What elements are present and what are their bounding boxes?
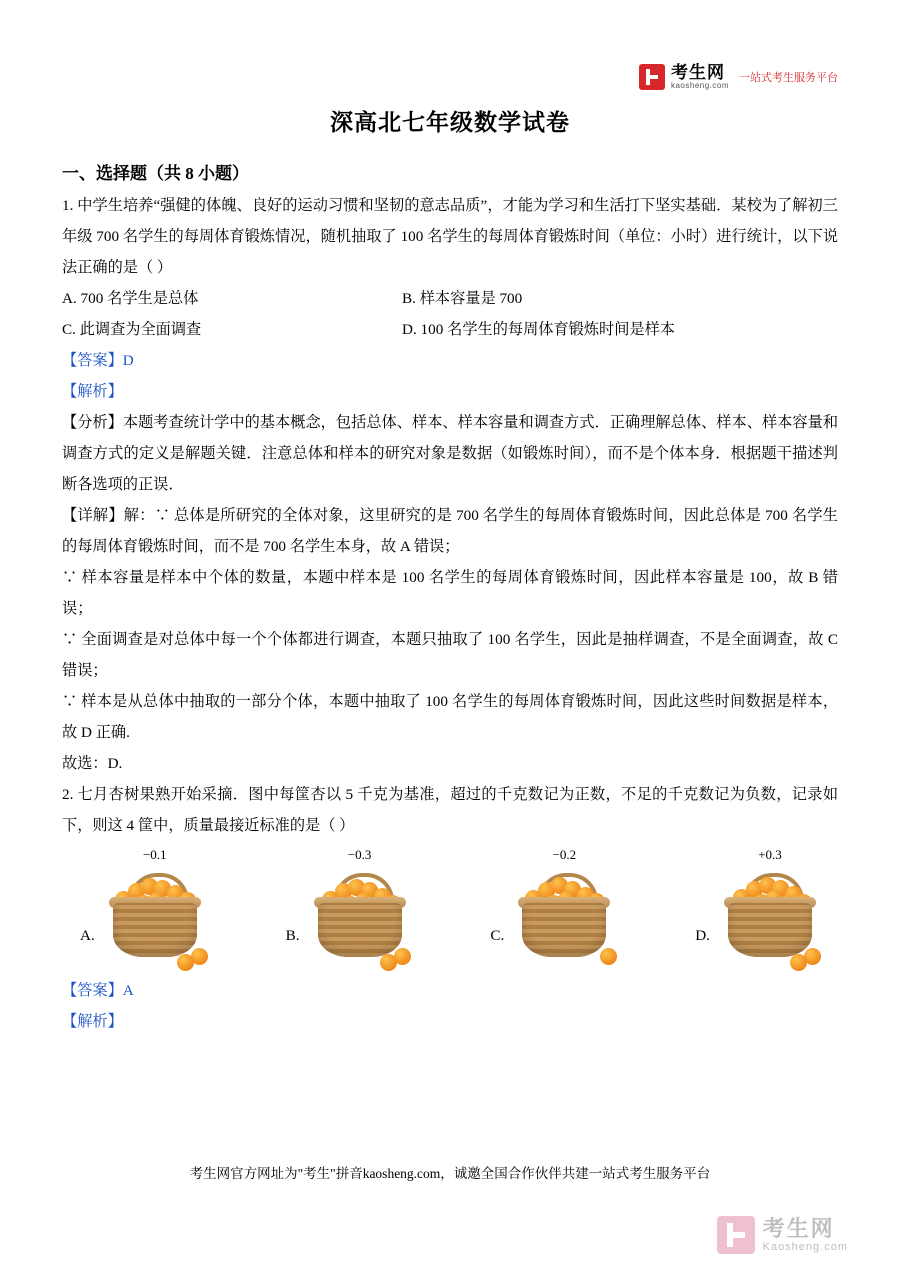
logo-slogan: 一站式考生服务平台 [739, 72, 838, 85]
basket-body [728, 903, 812, 957]
ground-orange [790, 954, 807, 971]
question-1-option-a: A. 700 名学生是总体 [62, 290, 199, 307]
ground-orange [600, 948, 617, 965]
logo-title: 考生网 [670, 63, 725, 82]
question-1-option-d: D. 100 名学生的每周体育锻炼时间是样本 [402, 321, 675, 338]
basket-a [99, 847, 211, 971]
question-1-xiangjie-3: ∵ 全面调查是对总体中每一个个体都进行调查，本题只抽取了 100 名学生，因此是抽样调查，不是全面调查，故 C 错误； [62, 631, 838, 679]
watermark-title: 考生网 [762, 1215, 835, 1241]
question-1-xiangjie-4: ∵ 样本是从总体中抽取的一部分个体，本题中抽取了 100 名学生的每周体育锻炼时间，因此这些时间数据是样本，故 D 正确. [62, 693, 838, 741]
question-2-choice-b [286, 847, 416, 971]
ground-orange [380, 954, 397, 971]
question-1-analysis-label: 【解析】 [62, 383, 123, 400]
question-2-choice-a [80, 847, 211, 971]
question-1-options-row-2 [62, 314, 838, 345]
watermark-domain: Kaosheng.com [762, 1241, 848, 1254]
site-logo [639, 64, 838, 90]
basket-c [508, 847, 620, 971]
question-2-figure [62, 847, 838, 971]
basket-body [522, 903, 606, 957]
question-2-choice-c [490, 847, 620, 971]
watermark-mark-icon [717, 1216, 755, 1254]
ground-orange [177, 954, 194, 971]
question-2-choice-d [695, 847, 826, 971]
basket-icon [99, 867, 211, 971]
question-1-stem: 1. 中学生培养“强健的体魄、良好的运动习惯和坚韧的意志品质”，才能为学习和生活打下坚实基础．某校为了解初三年级 700 名学生的每周体育锻炼情况，随机抽取了 100 名学生的每周体育锻炼时间（单位：小时）进行统计，以下说法正确的是（ ） [62, 197, 838, 276]
question-2-option-c-value: −0.2 [552, 847, 577, 862]
question-2-analysis-label: 【解析】 [62, 1013, 123, 1030]
basket-icon [508, 867, 620, 971]
question-2-option-d-label: D. [695, 927, 710, 944]
question-1-option-c: C. 此调查为全面调查 [62, 321, 202, 338]
question-2-option-a-label: A. [80, 927, 95, 944]
question-1-options-row-1 [62, 283, 838, 314]
section-heading: 一、选择题（共 8 小题） [62, 164, 249, 183]
page-title: 深高北七年级数学试卷 [330, 110, 570, 135]
question-1-conclusion: 故选：D. [62, 755, 123, 772]
question-1-xiangjie-1: 【详解】解：∵ 总体是所研究的全体对象，这里研究的是 700 名学生的每周体育锻炼时间，因此总体是 700 名学生的每周体育锻炼时间，而不是 700 名学生本身，故 A 错误； [62, 507, 838, 555]
question-2-answer: 【答案】A [62, 982, 134, 999]
question-2-option-d-value: +0.3 [758, 847, 782, 862]
watermark [717, 1216, 848, 1254]
question-2-option-c-label: C. [490, 927, 505, 944]
basket-b [304, 847, 416, 971]
footer-note: 考生网官方网址为"考生"拼音kaosheng.com，诚邀全国合作伙伴共建一站式考生服务平台 [189, 1166, 711, 1181]
question-2-option-a-value: −0.1 [142, 847, 167, 862]
logo-domain: kaosheng.com [670, 80, 729, 90]
logo-mark-icon [639, 64, 665, 90]
watermark-text [763, 1217, 848, 1253]
basket-icon [304, 867, 416, 971]
basket-icon [714, 867, 826, 971]
question-1-xiangjie-2: ∵ 样本容量是样本中个体的数量，本题中样本是 100 名学生的每周体育锻炼时间，因此样本容量是 100，故 B 错误； [62, 569, 838, 617]
basket-d [714, 847, 826, 971]
question-2-stem: 2. 七月杏树果熟开始采摘．图中每筐杏以 5 千克为基准，超过的千克数记为正数，不足的千克数记为负数，记录如下，则这 4 筐中，质量最接近标准的是（ ） [62, 786, 838, 834]
question-1-answer: 【答案】D [62, 352, 134, 369]
question-2-option-b-value: −0.3 [347, 847, 372, 862]
logo-text [671, 64, 729, 90]
basket-body [318, 903, 402, 957]
question-1-option-b: B. 样本容量是 700 [402, 290, 523, 307]
question-1-fenxi: 【分析】本题考查统计学中的基本概念，包括总体、样本、样本容量和调查方式．正确理解总体、样本、样本容量和调查方式的定义是解题关键．注意总体和样本的研究对象是数据（如锻炼时间），而不是个体本身．根据题干描述判断各选项的正误． [62, 414, 838, 493]
basket-body [113, 903, 197, 957]
question-2-option-b-label: B. [285, 927, 300, 944]
